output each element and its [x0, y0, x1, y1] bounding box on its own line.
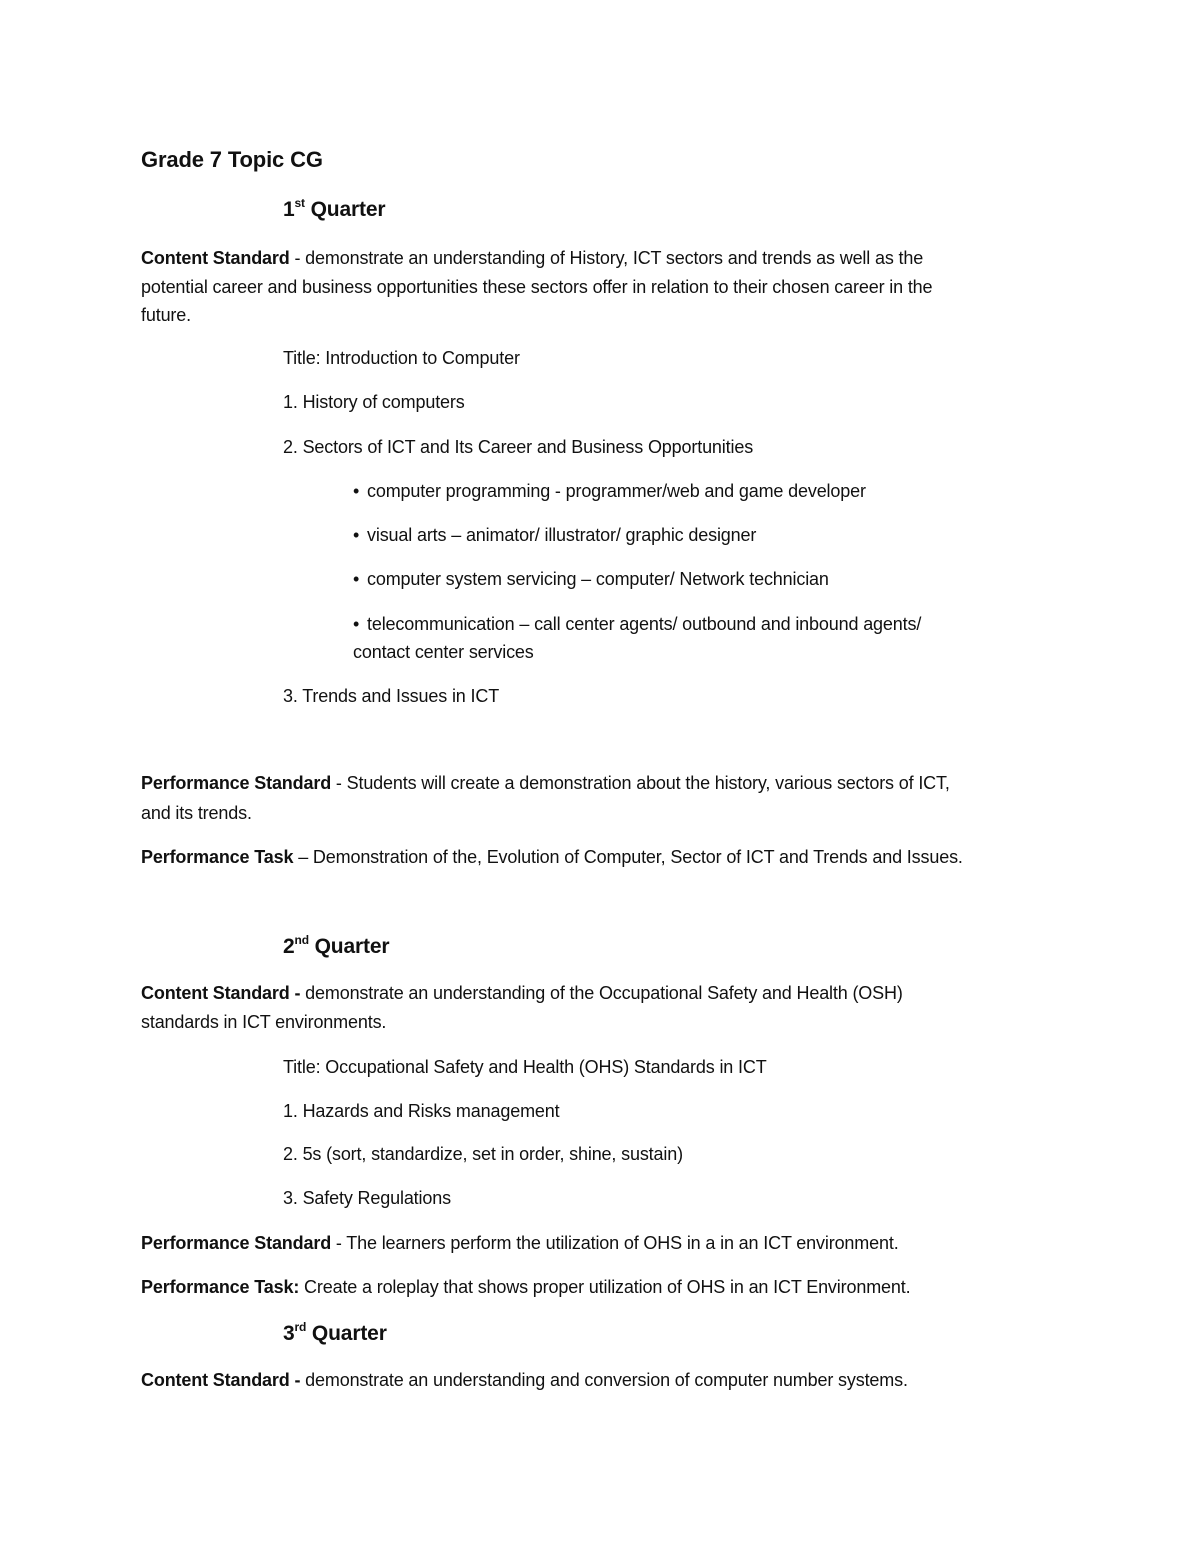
q2-performance-standard-label: Performance Standard	[141, 1233, 332, 1253]
bullet-icon: •	[353, 569, 360, 589]
q1-topic-title: Title: Introduction to Computer	[283, 348, 520, 368]
quarter-3-word: Quarter	[311, 1322, 387, 1345]
q2-performance-standard-text: - The learners perform the utilization of OHS in a in an ICT environment.	[331, 1233, 899, 1253]
quarter-2-word: Quarter	[314, 935, 390, 958]
q1-content-standard	[141, 247, 923, 269]
quarter-2-number: 2	[283, 935, 295, 958]
q1-bullet-3-text: computer system servicing – computer/ Network technician	[367, 569, 829, 589]
quarter-1-word: Quarter	[310, 198, 386, 221]
q1-performance-standard-text-1: - Students will create a demonstration about the history, various sectors of ICT,	[331, 773, 950, 793]
q2-content-standard-text-2: standards in ICT environments.	[141, 1012, 387, 1032]
q2-performance-standard	[141, 1232, 899, 1254]
q1-performance-task	[141, 846, 963, 868]
q2-performance-task	[141, 1276, 910, 1298]
q3-content-standard-text: demonstrate an understanding and conversion of computer number systems.	[300, 1370, 908, 1390]
q1-performance-task-label: Performance Task	[141, 847, 294, 867]
q2-item-3: 3. Safety Regulations	[283, 1188, 451, 1208]
q2-content-standard-label: Content Standard -	[141, 983, 301, 1003]
q2-performance-task-text: Create a roleplay that shows proper utilization of OHS in an ICT Environment.	[299, 1277, 911, 1297]
q2-topic-title: Title: Occupational Safety and Health (OHS) Standards in ICT	[283, 1057, 767, 1077]
q1-bullet-1-text: computer programming - programmer/web and game developer	[367, 481, 866, 501]
quarter-1-number: 1	[283, 198, 295, 221]
q3-content-standard	[141, 1369, 908, 1391]
q1-bullet-2	[353, 524, 756, 546]
q1-bullet-2-text: visual arts – animator/ illustrator/ graphic designer	[367, 525, 757, 545]
q1-item-3: 3. Trends and Issues in ICT	[283, 686, 500, 706]
q1-item-1: 1. History of computers	[283, 392, 465, 412]
q1-content-standard-text-2: potential career and business opportunities these sectors offer in relation to their chosen career in the	[141, 277, 933, 297]
quarter-3-ordinal: rd	[294, 1320, 307, 1334]
q2-item-1: 1. Hazards and Risks management	[283, 1101, 560, 1121]
bullet-icon: •	[353, 525, 360, 545]
document-title: Grade 7 Topic CG	[141, 147, 323, 172]
q1-bullet-4-text-1: telecommunication – call center agents/ outbound and inbound agents/	[367, 614, 922, 634]
q1-bullet-4	[353, 613, 921, 635]
q2-content-standard-text-1: demonstrate an understanding of the Occupational Safety and Health (OSH)	[300, 983, 903, 1003]
bullet-icon: •	[353, 614, 360, 634]
q1-content-standard-text-3: future.	[141, 305, 191, 325]
q1-content-standard-label: Content Standard	[141, 248, 290, 268]
q1-performance-task-text: – Demonstration of the, Evolution of Computer, Sector of ICT and Trends and Issues.	[293, 847, 963, 867]
q1-bullet-1	[353, 480, 866, 502]
q1-bullet-4-text-2: contact center services	[353, 642, 534, 662]
q2-content-standard	[141, 982, 903, 1004]
quarter-1-heading	[283, 197, 385, 223]
q2-performance-task-label: Performance Task:	[141, 1277, 300, 1297]
quarter-1-ordinal: st	[294, 196, 305, 210]
q1-content-standard-text-1: - demonstrate an understanding of History, ICT sectors and trends as well as the	[289, 248, 924, 268]
quarter-2-heading	[283, 934, 389, 960]
bullet-icon: •	[353, 481, 360, 501]
q1-performance-standard-label: Performance Standard	[141, 773, 332, 793]
quarter-2-ordinal: nd	[294, 933, 309, 947]
q1-performance-standard-text-2: and its trends.	[141, 803, 252, 823]
q1-performance-standard	[141, 772, 950, 794]
q1-bullet-3	[353, 568, 829, 590]
q3-content-standard-label: Content Standard -	[141, 1370, 301, 1390]
quarter-3-heading	[283, 1321, 387, 1347]
q1-item-2: 2. Sectors of ICT and Its Career and Business Opportunities	[283, 437, 754, 457]
q2-item-2: 2. 5s (sort, standardize, set in order, shine, sustain)	[283, 1144, 683, 1164]
quarter-3-number: 3	[283, 1322, 295, 1345]
